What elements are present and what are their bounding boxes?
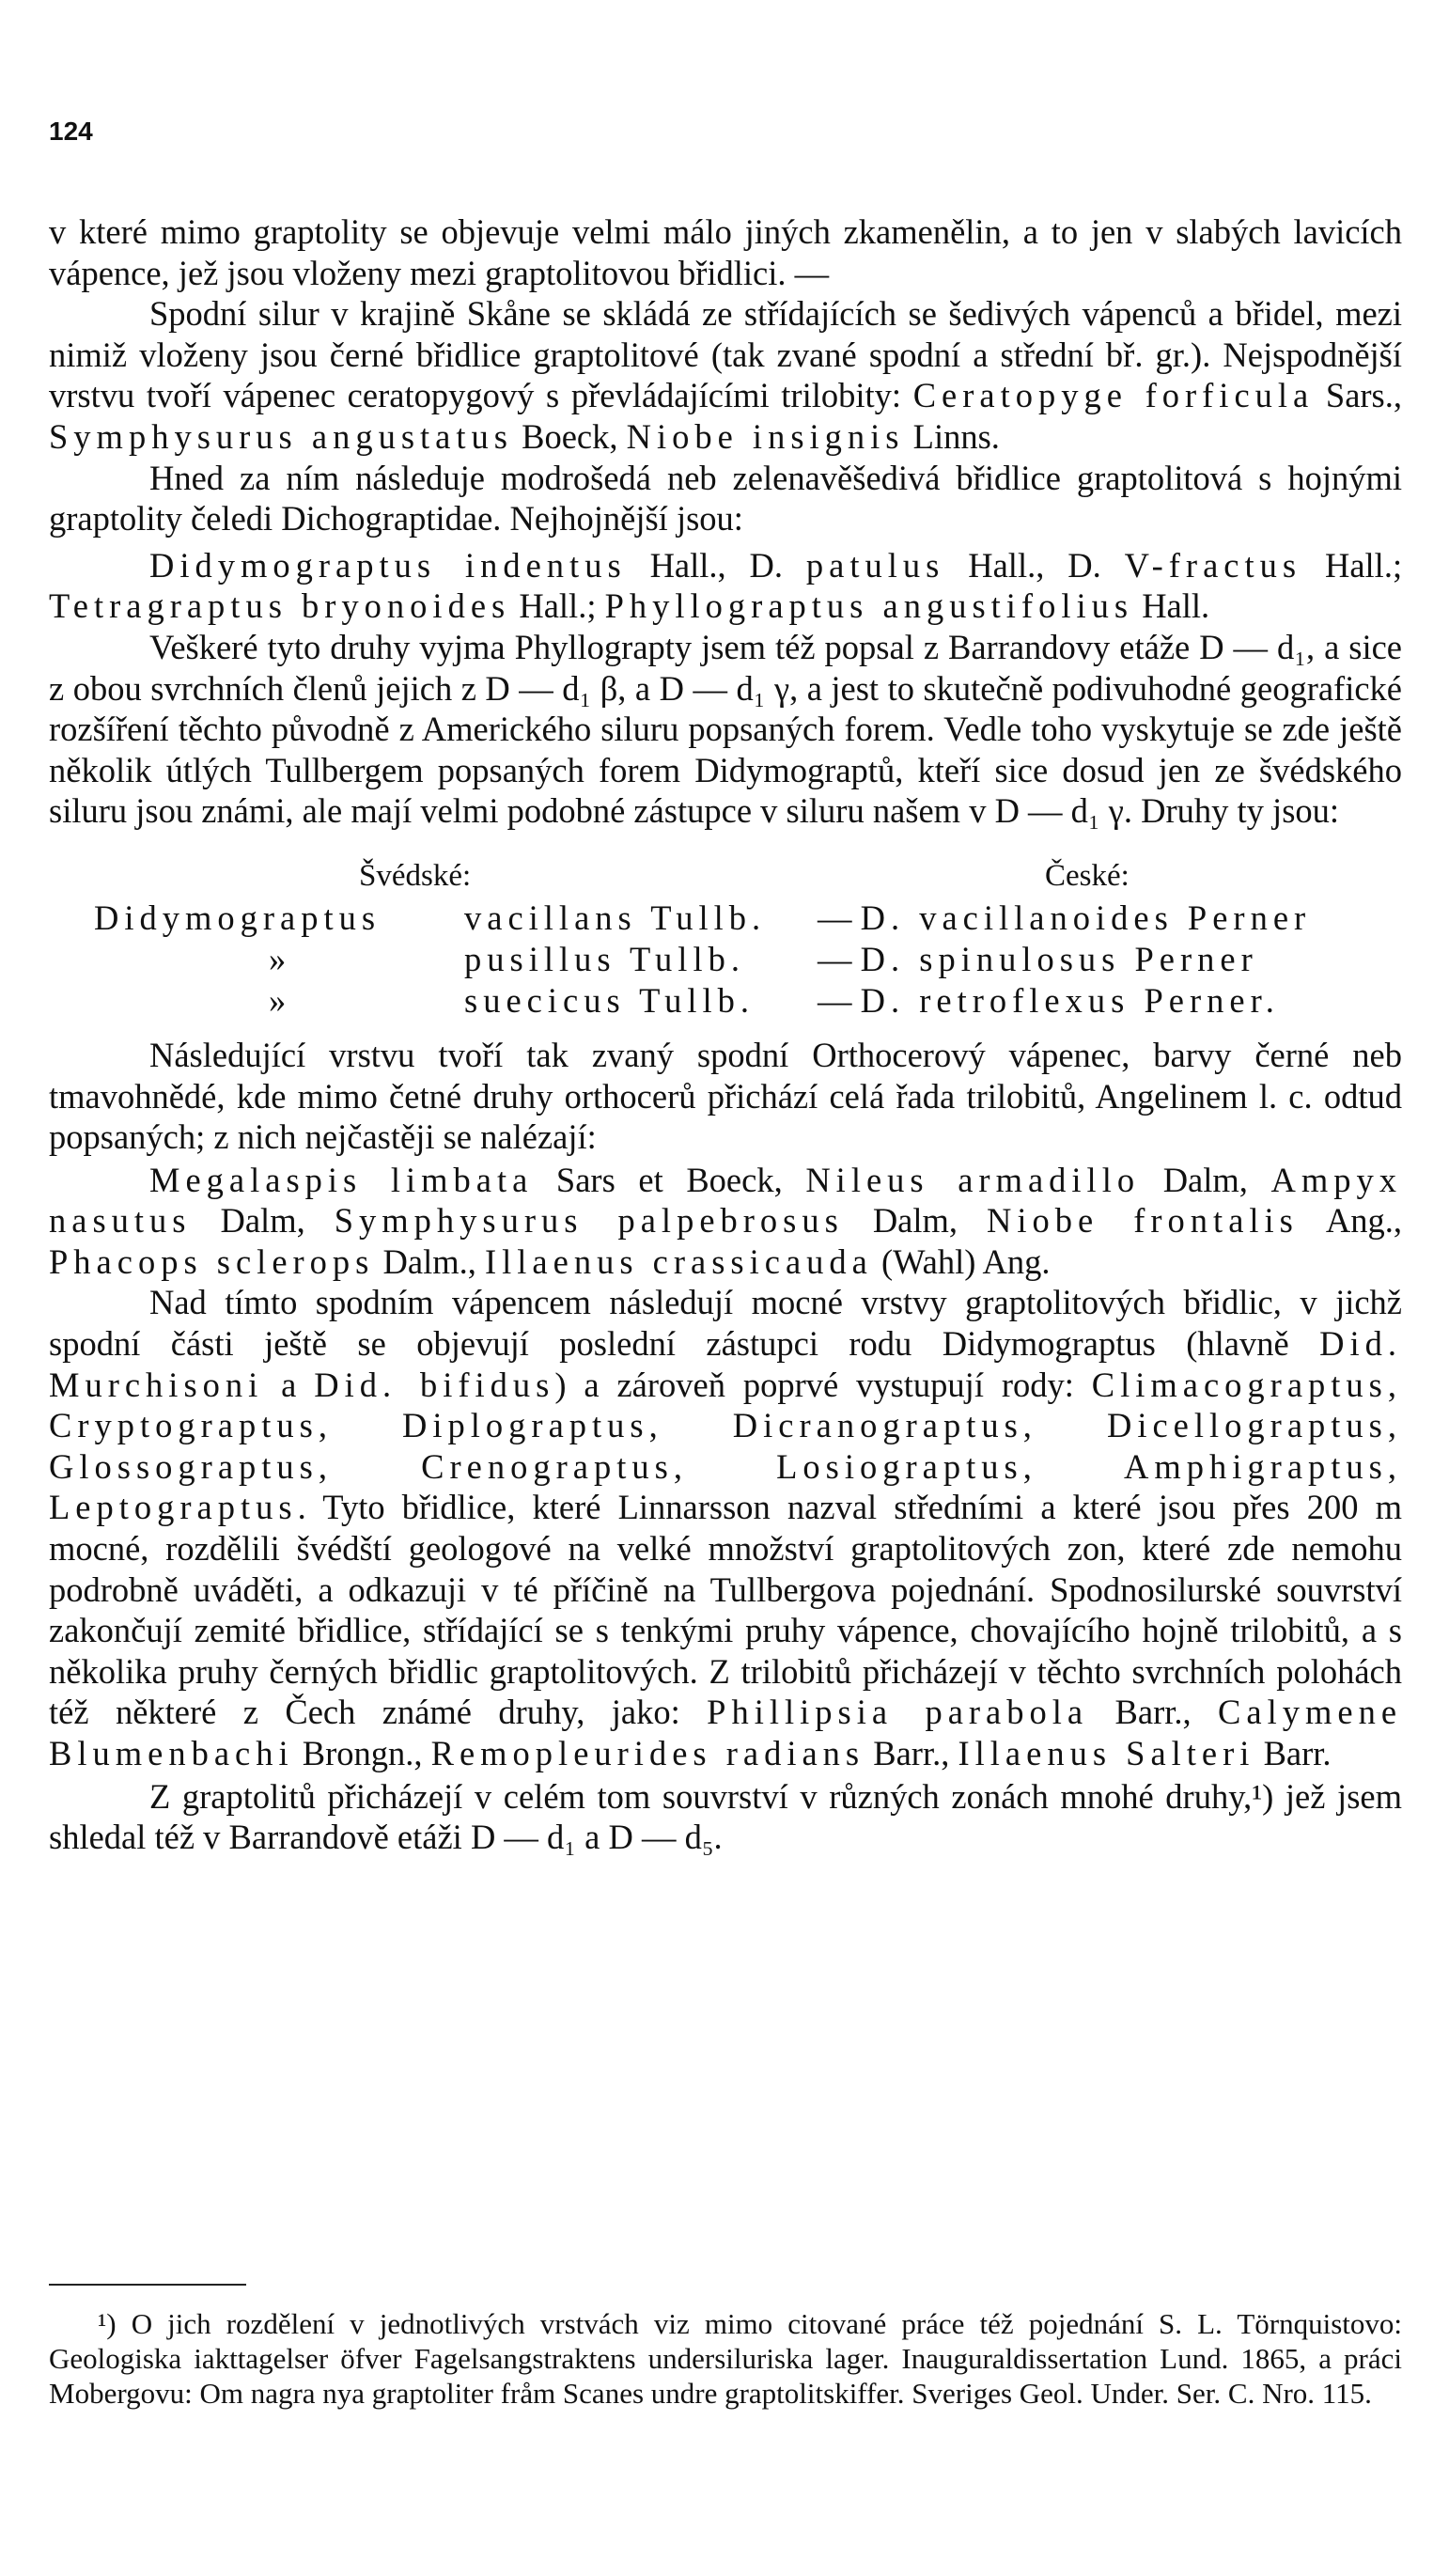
text-run: . Tyto břidlice, které Linnarsson nazval středními a které jsou přes 200 m mocné, rozdělili švédští geologové na velké množství graptolitových zon, které zde nemohu podrobně uváděti, a odkazuji v té příčině na Tullbergova pojednání. Spodnosilurské souvrství zakončují zemité břidlice, střídající se s tenkými pruhy vápence, chovajícího hojně trilobitů, a s několika pruhy černých břidlic graptolitových. Z trilobitů přicházejí v těchto svrchních polohách též některé z Čech známé druhy, jako: xyxy=(49,1488,1402,1732)
body-text xyxy=(49,211,1402,1858)
species-name: Illaenus Salteri xyxy=(958,1734,1255,1772)
table-row xyxy=(49,980,1402,1022)
text-run: Sars., xyxy=(1325,376,1403,415)
dash: — xyxy=(818,980,852,1020)
page-number: 124 xyxy=(49,117,93,146)
text-run: Dalm., xyxy=(382,1241,476,1281)
comparison-table xyxy=(49,856,1402,1022)
text-run: Linns. xyxy=(912,416,1000,456)
species-name: Remopleurides radians xyxy=(430,1734,865,1772)
species-name: Symphysurus palpebrosus xyxy=(334,1201,844,1241)
species-name: Did. Murchisoni xyxy=(49,1324,1403,1404)
species-name: Didymograptus indentus xyxy=(149,545,627,585)
species-name: Niobe frontalis xyxy=(987,1201,1299,1241)
text-run: Sars et Boeck, xyxy=(555,1160,783,1199)
text-run: Barr., xyxy=(873,1734,950,1772)
ditto-mark: » xyxy=(269,939,287,978)
text-run: Barr., xyxy=(1114,1693,1192,1732)
swedish-species-cell: vacillans Tullb. xyxy=(464,898,767,937)
text-run: Barr. xyxy=(1263,1734,1332,1772)
footnote xyxy=(49,2306,1402,2411)
text-run: Dalm, xyxy=(872,1201,958,1241)
paragraph-5: Veškeré tyto druhy vyjma Phyllograpty jsem též popsal z Barrandovy etáže D — d₁, a sice z obou svrchních členů jejich z D — d₁ β, a D — d₁ γ, a jest to skutečně podivuhodné geografické rozšíření těchto původně z Amerického siluru popsaných forem. Vedle toho vyskytuje se zde ještě několik útlých Tullbergem popsaných forem Didymograptů, kteří sice dosud jen ze švédského siluru jsou známi, ale mají velmi podobné zástupce v siluru našem v D — d₁ γ. Druhy ty jsou: xyxy=(49,627,1402,831)
table-header xyxy=(49,856,1402,898)
paragraph-1: v které mimo graptolity se objevuje velmi málo jiných zkamenělin, a to jen v slabých lavicích vápence, jež jsou vloženy mezi graptolitovou břidlici. — xyxy=(49,212,1402,292)
genus-cell: Didymograptus xyxy=(94,898,382,937)
species-name: Symphysurus angustatus xyxy=(49,416,513,456)
text-run: Dalm, xyxy=(1162,1160,1248,1199)
species-name: Niobe insignis xyxy=(626,416,905,456)
text-run: Boeck, xyxy=(522,416,618,456)
czech-species-cell xyxy=(818,939,1258,980)
species-name: Megalaspis limbata xyxy=(149,1160,534,1199)
table-row xyxy=(49,898,1402,939)
paragraph-6: Následující vrstvu tvoří tak zvaný spodní Orthocerový vápenec, barvy černé neb tmavohnědé, kde mimo četné druhy orthocerů přichází celá řada trilobitů, Angelinem l. c. odtud popsaných; z nich nejčastěji se nalézají: xyxy=(49,1035,1402,1157)
table-row xyxy=(49,939,1402,980)
species-name: Did. bifidus xyxy=(314,1365,555,1404)
text-run: (Wahl) Ang. xyxy=(880,1241,1051,1281)
czech-species: D. spinulosus Perner xyxy=(860,939,1258,978)
species-name: Phillipsia parabola xyxy=(707,1693,1089,1732)
swedish-species-cell: pusillus Tullb. xyxy=(464,939,745,978)
text-run: Hall.; xyxy=(519,586,597,626)
paragraph-species-list xyxy=(49,545,1402,627)
czech-species-cell xyxy=(818,898,1311,939)
paragraph-3: Hned za ním následuje modrošedá neb zelenavěšedivá břidlice graptolitová s hojnými graptolity čeledi Dichograptidae. Nejhojnější jsou: xyxy=(49,458,1402,539)
paragraph-9: Z graptolitů přicházejí v celém tom souvrství v různých zonách mnohé druhy,¹) jež jsem shledal též v Barrandově etáži D — d₁ a D — d₅. xyxy=(49,1776,1402,1857)
text-run: Hall.; xyxy=(1324,545,1403,585)
dash: — xyxy=(818,939,852,978)
genus-list: Climacograptus, Cryptograptus, Diplograptus, Dicranograptus, Dicellograptus, Glossograptus, Crenograptus, Losiograptus, Amphigraptus, Leptograptus xyxy=(49,1365,1403,1527)
czech-species: D. vacillanoides Perner xyxy=(860,898,1312,937)
swedish-species-cell: suecicus Tullb. xyxy=(464,980,756,1020)
paragraph-2 xyxy=(49,293,1402,457)
header-swedish: Švédské: xyxy=(359,858,472,893)
text-run: Hall., D. xyxy=(968,545,1101,585)
czech-species-cell xyxy=(818,980,1280,1022)
species-name: Ceratopyge forficula xyxy=(912,376,1315,415)
text-run: Hall., D. xyxy=(649,545,784,585)
text-run: Nad tímto spodním vápencem následují mocné vrstvy graptolitových břidlic, v jichž spodní části ještě se objevují poslední zástupci rodu Didymograptus (hlavně xyxy=(49,1283,1402,1364)
species-name: V-fractus xyxy=(1124,545,1302,585)
ditto-mark: » xyxy=(269,980,287,1020)
text-run: Dalm, xyxy=(220,1201,305,1241)
text-run: Brongn., xyxy=(302,1734,423,1772)
species-name: Nileus armadillo xyxy=(805,1160,1141,1199)
paragraph-8 xyxy=(49,1282,1402,1773)
header-czech: České: xyxy=(1045,858,1130,893)
species-name: Phacops sclerops xyxy=(49,1241,375,1281)
text-run: Hall. xyxy=(1142,586,1210,626)
czech-species: D. retroflexus Perner. xyxy=(860,980,1280,1020)
text-run: Spodní silur v krajině Skåne se skládá ze střídajících se šedivých vápenců a břidel, mezi nimiž vloženy jsou černé břidlice graptolitové (tak zvané spodní a střední bř. gr.). Nejspodnější vrstvu tvoří vápenec ceratopygový s převládajícími trilobity: xyxy=(49,294,1402,415)
paragraph-trilobite-list xyxy=(49,1160,1402,1283)
text-run: a xyxy=(281,1365,297,1404)
text-run: Ang., xyxy=(1325,1201,1402,1241)
species-name: Tetragraptus bryonoides xyxy=(49,586,511,626)
footnote-text: ¹) O jich rozdělení v jednotlivých vrstvách viz mimo citované práce též pojednání S. L. Törnquistovo: Geologiska iakttagelser öfver Fagelsangstraktens undersiluriska lager. Inauguraldissertation Lund. 1865, a práci Mobergovu: Om nagra nya graptoliter fråm Scanes undre graptolitskiffer. Sveriges Geol. Under. Ser. C. Nro. 115. xyxy=(49,2307,1402,2410)
species-name: Phyllograptus angustifolius xyxy=(604,586,1134,626)
species-name: Ampyx nasutus xyxy=(49,1160,1403,1241)
species-name: patulus xyxy=(805,545,945,585)
footnote-divider xyxy=(49,2284,246,2286)
species-name: Calymene Blumenbachi xyxy=(49,1693,1403,1772)
species-name: Illaenus crassicauda xyxy=(484,1241,873,1281)
dash: — xyxy=(818,898,852,937)
text-run: ) a zároveň poprvé vystupují rody: xyxy=(554,1365,1074,1404)
